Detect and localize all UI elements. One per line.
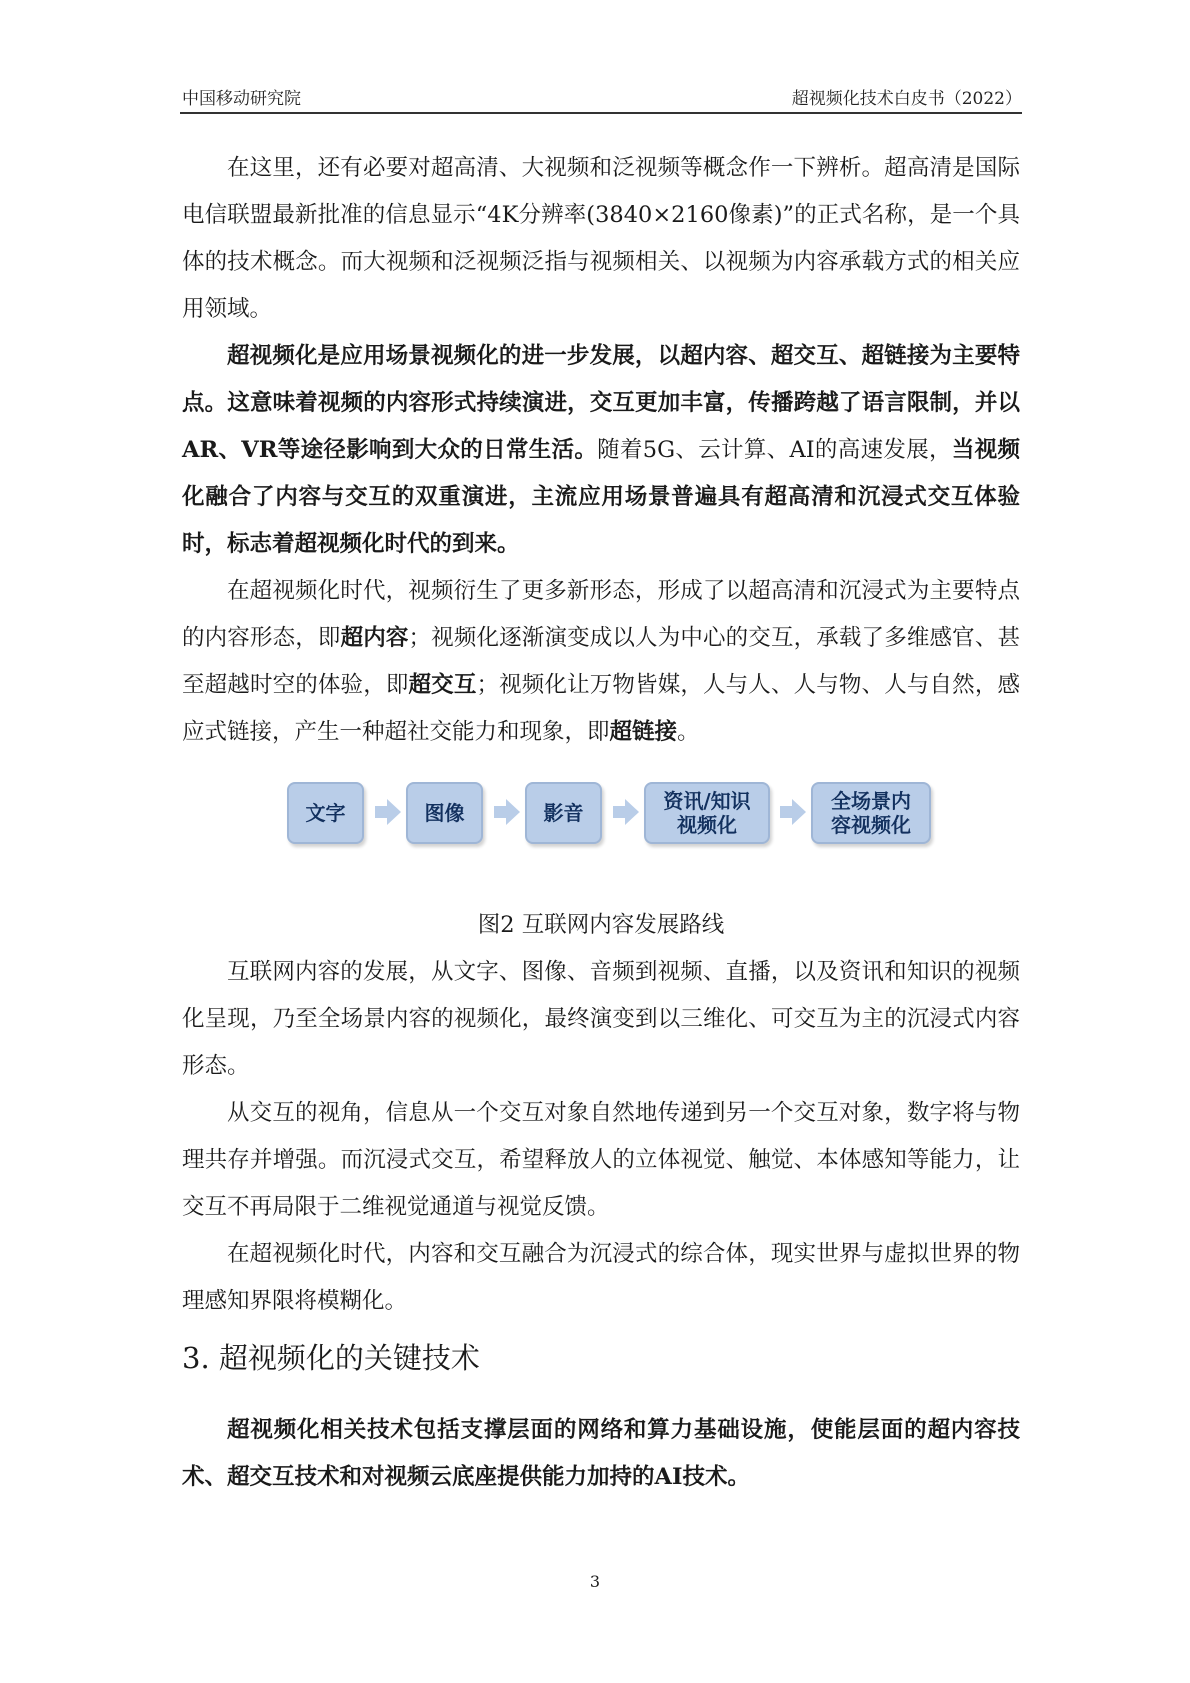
page-number: 3 — [589, 1572, 601, 1591]
term-hyper-content: 超内容 — [340, 625, 409, 651]
term-hyper-interaction: 超交互 — [408, 672, 477, 698]
diagram-box-label: 全场景内 — [831, 789, 911, 813]
content-evolution-diagram — [182, 770, 1020, 848]
term-hyper-link: 超链接 — [609, 719, 678, 745]
header-organization: 中国移动研究院 — [182, 89, 301, 109]
diagram-box-full-scene-video — [811, 782, 931, 844]
diagram-box-label: 视频化 — [677, 813, 737, 837]
text-segment: ；视频化让万物皆媒，人与人、人与物、人与自然，感应式链接，产生一种超社交能力和现象，即 — [182, 672, 1020, 745]
diagram-box-label: 容视频化 — [831, 813, 911, 837]
header-rule — [180, 112, 1022, 114]
section-summary — [182, 1407, 1020, 1501]
paragraph-content-evolution: 互联网内容的发展，从文字、图像、音频到视频、直播，以及资讯和知识的视频化呈现，乃至全场景内容的视频化，最终演变到以三维化、可交互为主的沉浸式内容形态。 — [182, 959, 1020, 1079]
section-heading: 3. 超视频化的关键技术 — [182, 1341, 480, 1375]
bold-key-statement: 超视频化是应用场景视频化的进一步发展，以超内容、超交互、超链接为主要特点。这意味着视频的内容形式持续演进，交互更加丰富，传播跨越了语言限制，并以AR、VR等途径影响到大众的日常生活。 — [182, 343, 1020, 463]
text-segment: ；视频化逐渐演变成以人为中心的交互，承载了多维感官、甚至超越时空的体验，即 — [182, 625, 1020, 698]
diagram-box-label: 资讯/知识 — [663, 789, 751, 813]
paragraph-hypervideo-definition — [182, 333, 1020, 568]
diagram-box-label: 影音 — [543, 801, 584, 825]
figure-caption: 图2 互联网内容发展路线 — [477, 912, 725, 938]
text-segment: 。 — [677, 719, 700, 745]
bold-era-statement: 当视频化融合了内容与交互的双重演进，主流应用场景普遍具有超高清和沉浸式交互体验时，标志着超视频化时代的到来。 — [182, 437, 1020, 557]
diagram-box-info-knowledge-video — [644, 782, 770, 844]
paragraph-three-features — [182, 568, 1020, 756]
page-header — [182, 84, 1022, 114]
diagram-box-text — [287, 782, 364, 844]
paragraph-fusion: 在超视频化时代，内容和交互融合为沉浸式的综合体，现实世界与虚拟世界的物理感知界限将模糊化。 — [182, 1241, 1020, 1314]
diagram-box-audio-video — [525, 782, 602, 844]
text-segment: 在超视频化时代，视频衍生了更多新形态，形成了以超高清和沉浸式为主要特点的内容形态，即 — [182, 578, 1020, 651]
header-document-title: 超视频化技术白皮书（2022） — [791, 89, 1022, 109]
diagram-box-label: 文字 — [305, 801, 346, 825]
paragraph-definitions: 在这里，还有必要对超高清、大视频和泛视频等概念作一下辨析。超高清是国际电信联盟最新批准的信息显示“4K分辨率(3840×2160像素)”的正式名称，是一个具体的技术概念。而大视频和泛视频泛指与视频相关、以视频为内容承载方式的相关应用领域。 — [182, 155, 1020, 322]
paragraph-interaction-view: 从交互的视角，信息从一个交互对象自然地传递到另一个交互对象，数字将与物理共存并增强。而沉浸式交互，希望释放人的立体视觉、触觉、本体感知等能力，让交互不再局限于二维视觉通道与视觉反馈。 — [182, 1100, 1020, 1220]
diagram-box-label: 图像 — [424, 801, 465, 825]
body-text — [182, 145, 1020, 1325]
diagram-box-image — [406, 782, 483, 844]
normal-text: 随着5G、云计算、AI的高速发展， — [597, 437, 952, 463]
summary-paragraph: 超视频化相关技术包括支撑层面的网络和算力基础设施，使能层面的超内容技术、超交互技术和对视频云底座提供能力加持的AI技术。 — [182, 1417, 1020, 1490]
